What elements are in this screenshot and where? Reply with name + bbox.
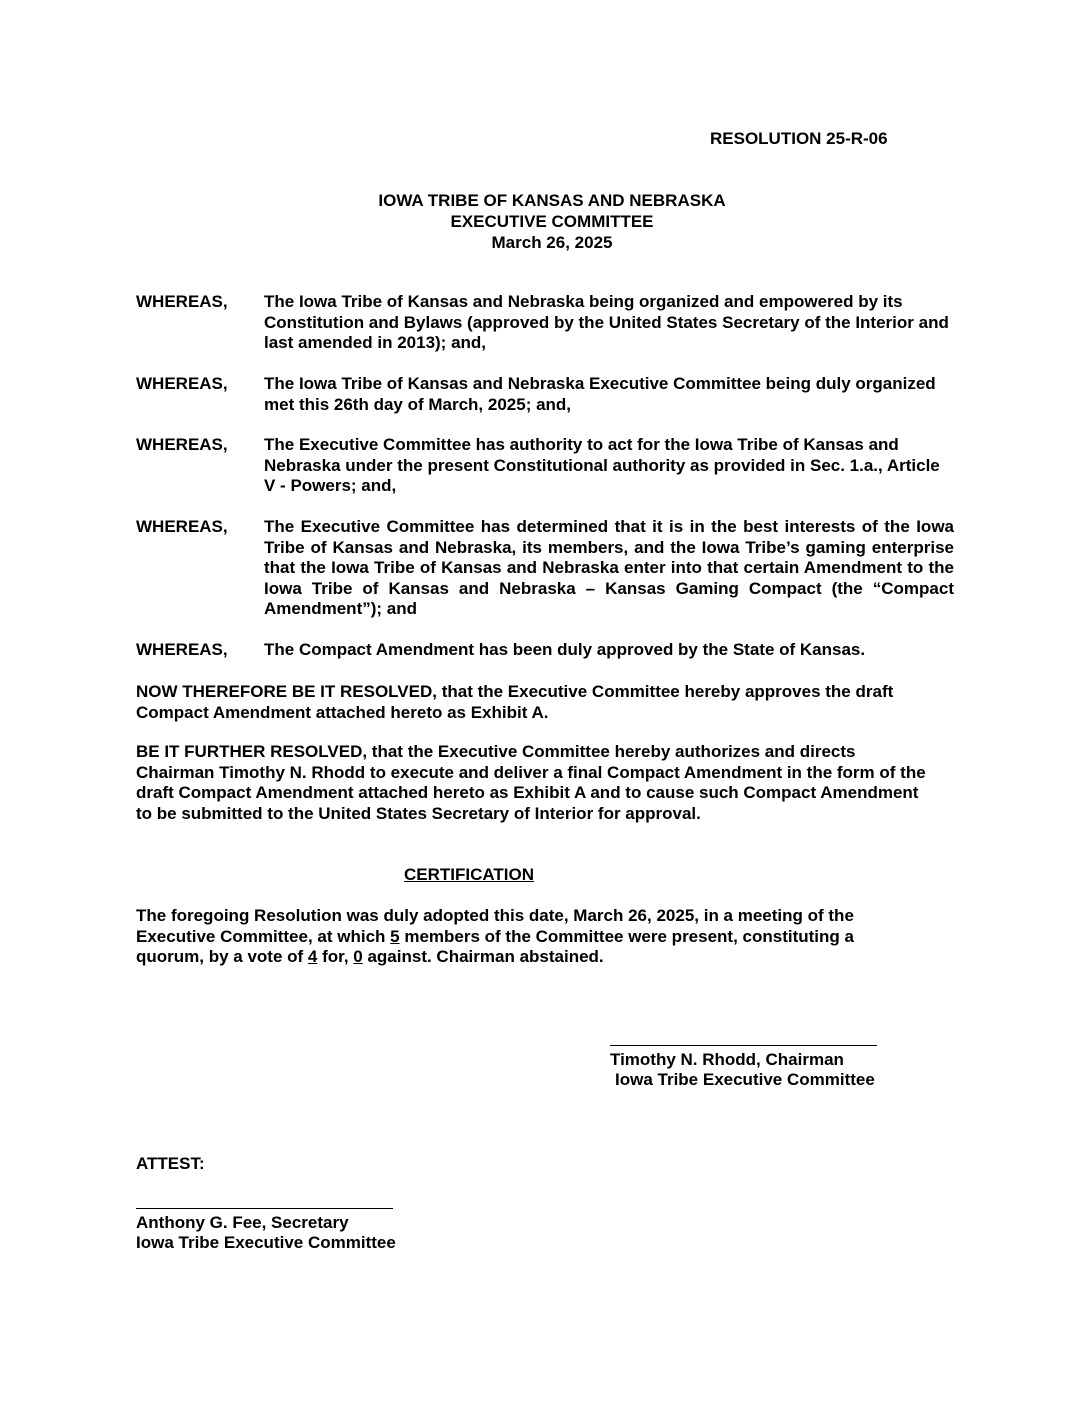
- whereas-keyword: WHEREAS,: [136, 374, 228, 393]
- whereas-keyword: WHEREAS,: [136, 435, 228, 454]
- certification-title: CERTIFICATION: [404, 865, 535, 884]
- whereas-text: The Compact Amendment has been duly approved by the State of Kansas.: [264, 640, 866, 659]
- whereas-text: The Executive Committee has authority to act for the Iowa Tribe of Kansas and Nebraska under the present Constitutional authority as provided in Sec. 1.a., Article V - Powers; and,: [264, 435, 940, 495]
- whereas-clause: [136, 517, 954, 620]
- secretary-signature-line: [136, 1208, 393, 1209]
- votes-for-count: 4: [307, 947, 318, 966]
- attest-label: ATTEST:: [136, 1154, 205, 1173]
- whereas-text: The Executive Committee has determined that it is in the best interests of the Iowa Tribe of Kansas and Nebraska, its members, and the Iowa Tribe’s gaming enterprise that the Iowa Tribe of Kansas and Nebraska enter into that certain Amendment to the Iowa Tribe of Kansas and Nebraska – Kansas Gaming Compact (the “Compact Amendment”); and: [264, 517, 954, 618]
- whereas-clause: [136, 640, 954, 661]
- whereas-text: The Iowa Tribe of Kansas and Nebraska Executive Committee being duly organized met this 26th day of March, 2025; and,: [264, 374, 936, 414]
- certification-text-part: The foregoing Resolution was duly adopted this date, March 26, 2025, in a meeting of the Executive Committee, at which: [136, 906, 854, 946]
- header-committee: EXECUTIVE COMMITTEE: [450, 212, 654, 231]
- votes-against-count: 0: [353, 947, 363, 966]
- whereas-keyword: WHEREAS,: [136, 517, 228, 536]
- certification-text-part: members of the Committee were present, constituting a quorum, by a vote of: [136, 926, 854, 966]
- members-present-count: 5: [390, 926, 400, 946]
- certification-text-part: for,: [317, 947, 354, 966]
- whereas-clause: [136, 292, 954, 354]
- certification-text-part: against. Chairman abstained.: [362, 947, 604, 966]
- certification-text: [136, 906, 896, 968]
- secretary-name: Anthony G. Fee, Secretary: [136, 1213, 349, 1232]
- chairman-name: Timothy N. Rhodd, Chairman: [610, 1050, 844, 1069]
- resolved-paragraph: NOW THEREFORE BE IT RESOLVED, that the Executive Committee hereby approves the draft Compact Amendment attached hereto as Exhibit A.: [136, 682, 894, 722]
- chairman-title: Iowa Tribe Executive Committee: [615, 1070, 875, 1089]
- whereas-keyword: WHEREAS,: [136, 640, 228, 659]
- header-date: March 26, 2025: [491, 233, 613, 252]
- secretary-title: Iowa Tribe Executive Committee: [136, 1233, 396, 1252]
- whereas-clause: [136, 435, 954, 497]
- resolution-number: RESOLUTION 25-R-06: [710, 129, 888, 148]
- chairman-signature-line: [610, 1045, 877, 1046]
- header-organization: IOWA TRIBE OF KANSAS AND NEBRASKA: [378, 191, 726, 210]
- further-resolved-paragraph: BE IT FURTHER RESOLVED, that the Executive Committee hereby authorizes and directs Chairman Timothy N. Rhodd to execute and deliver a final Compact Amendment in the form of the draft Compact Amendment attached hereto as Exhibit A and to cause such Compact Amendment to be submitted to the United States Secretary of Interior for approval.: [136, 742, 926, 823]
- whereas-text: The Iowa Tribe of Kansas and Nebraska being organized and empowered by its Constitution and Bylaws (approved by the United States Secretary of the Interior and last amended in 2013); and,: [264, 292, 949, 352]
- whereas-keyword: WHEREAS,: [136, 292, 228, 311]
- document-header: [136, 190, 968, 253]
- whereas-clause: [136, 374, 954, 415]
